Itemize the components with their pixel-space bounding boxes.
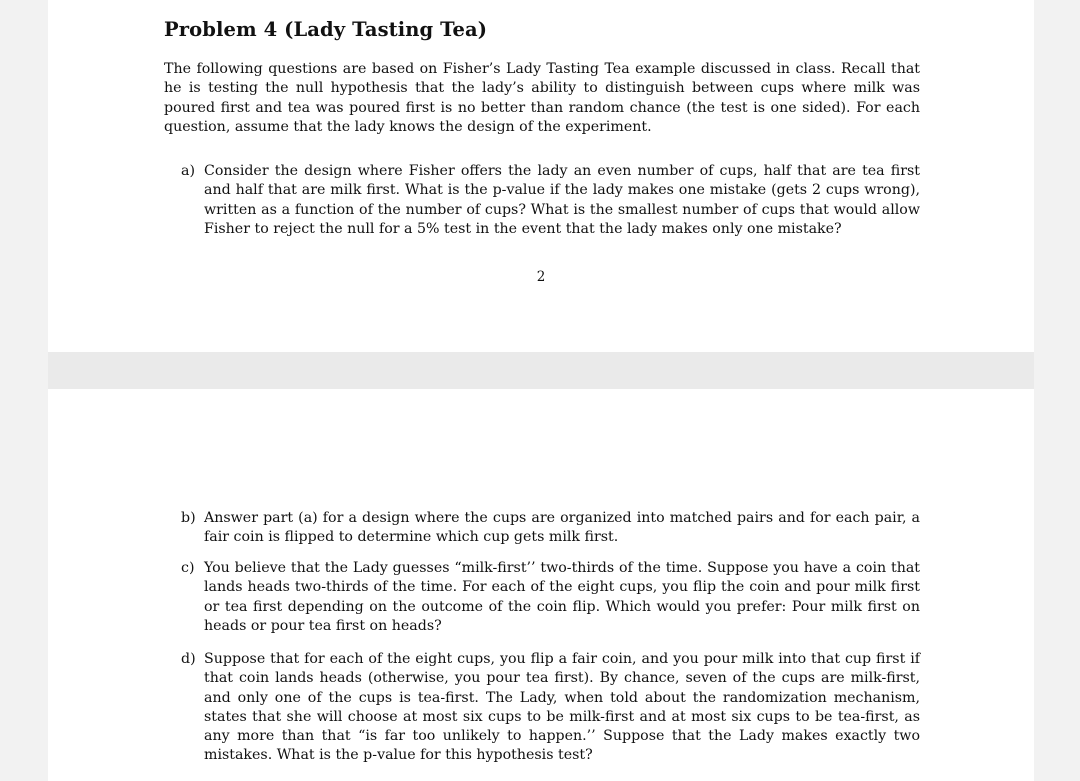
question-label: c) bbox=[181, 560, 195, 576]
question-text: You believe that the Lady guesses “milk-first’’ two-thirds of the time. Suppose you have a coin that lands heads two-thirds of the time. For each of the eight cups, you flip the coin and pour milk first or tea first depending on the outcome of the coin flip. Which would you prefer: Pour milk first on heads or pour tea first on heads? bbox=[204, 560, 920, 634]
question-c bbox=[181, 559, 920, 636]
question-text: Consider the design where Fisher offers the lady an even number of cups, half that are tea first and half that are milk first. What is the p-value if the lady makes one mistake (gets 2 cups wrong), written as a function of the number of cups? What is the smallest number of cups that would allow Fisher to reject the null for a 5% test in the event that the lady makes only one mistake? bbox=[204, 163, 920, 237]
question-label: d) bbox=[181, 651, 196, 667]
page-separator bbox=[48, 352, 1034, 389]
document-page-2 bbox=[48, 389, 1034, 781]
question-d bbox=[181, 650, 920, 766]
question-b bbox=[181, 509, 920, 548]
question-text: Answer part (a) for a design where the cups are organized into matched pairs and for each pair, a fair coin is flipped to determine which cup gets milk first. bbox=[204, 510, 920, 546]
page-number: 2 bbox=[536, 269, 546, 285]
question-a bbox=[181, 162, 920, 239]
question-text: Suppose that for each of the eight cups, you flip a fair coin, and you pour milk into that cup first if that coin lands heads (otherwise, you pour tea first). By chance, seven of the cups are milk-first, and only one of the cups is tea-first. The Lady, when told about the randomization mechanism, states that she will choose at most six cups to be milk-first and at most six cups to be tea-first, as any more than that “is far too unlikely to happen.’’ Suppose that the Lady makes exactly two mistakes. What is the p-value for this hypothesis test? bbox=[204, 651, 920, 764]
problem-intro: The following questions are based on Fisher’s Lady Tasting Tea example discussed in class. Recall that he is testing the null hypothesis that the lady’s ability to distinguish between cups where milk was poured first and tea was poured first is no better than random chance (the test is one sided). For each question, assume that the lady knows the design of the experiment. bbox=[164, 61, 920, 135]
problem-title: Problem 4 (Lady Tasting Tea) bbox=[164, 18, 488, 41]
document-page-1 bbox=[48, 0, 1034, 352]
question-label: b) bbox=[181, 510, 196, 526]
question-label: a) bbox=[181, 163, 195, 179]
